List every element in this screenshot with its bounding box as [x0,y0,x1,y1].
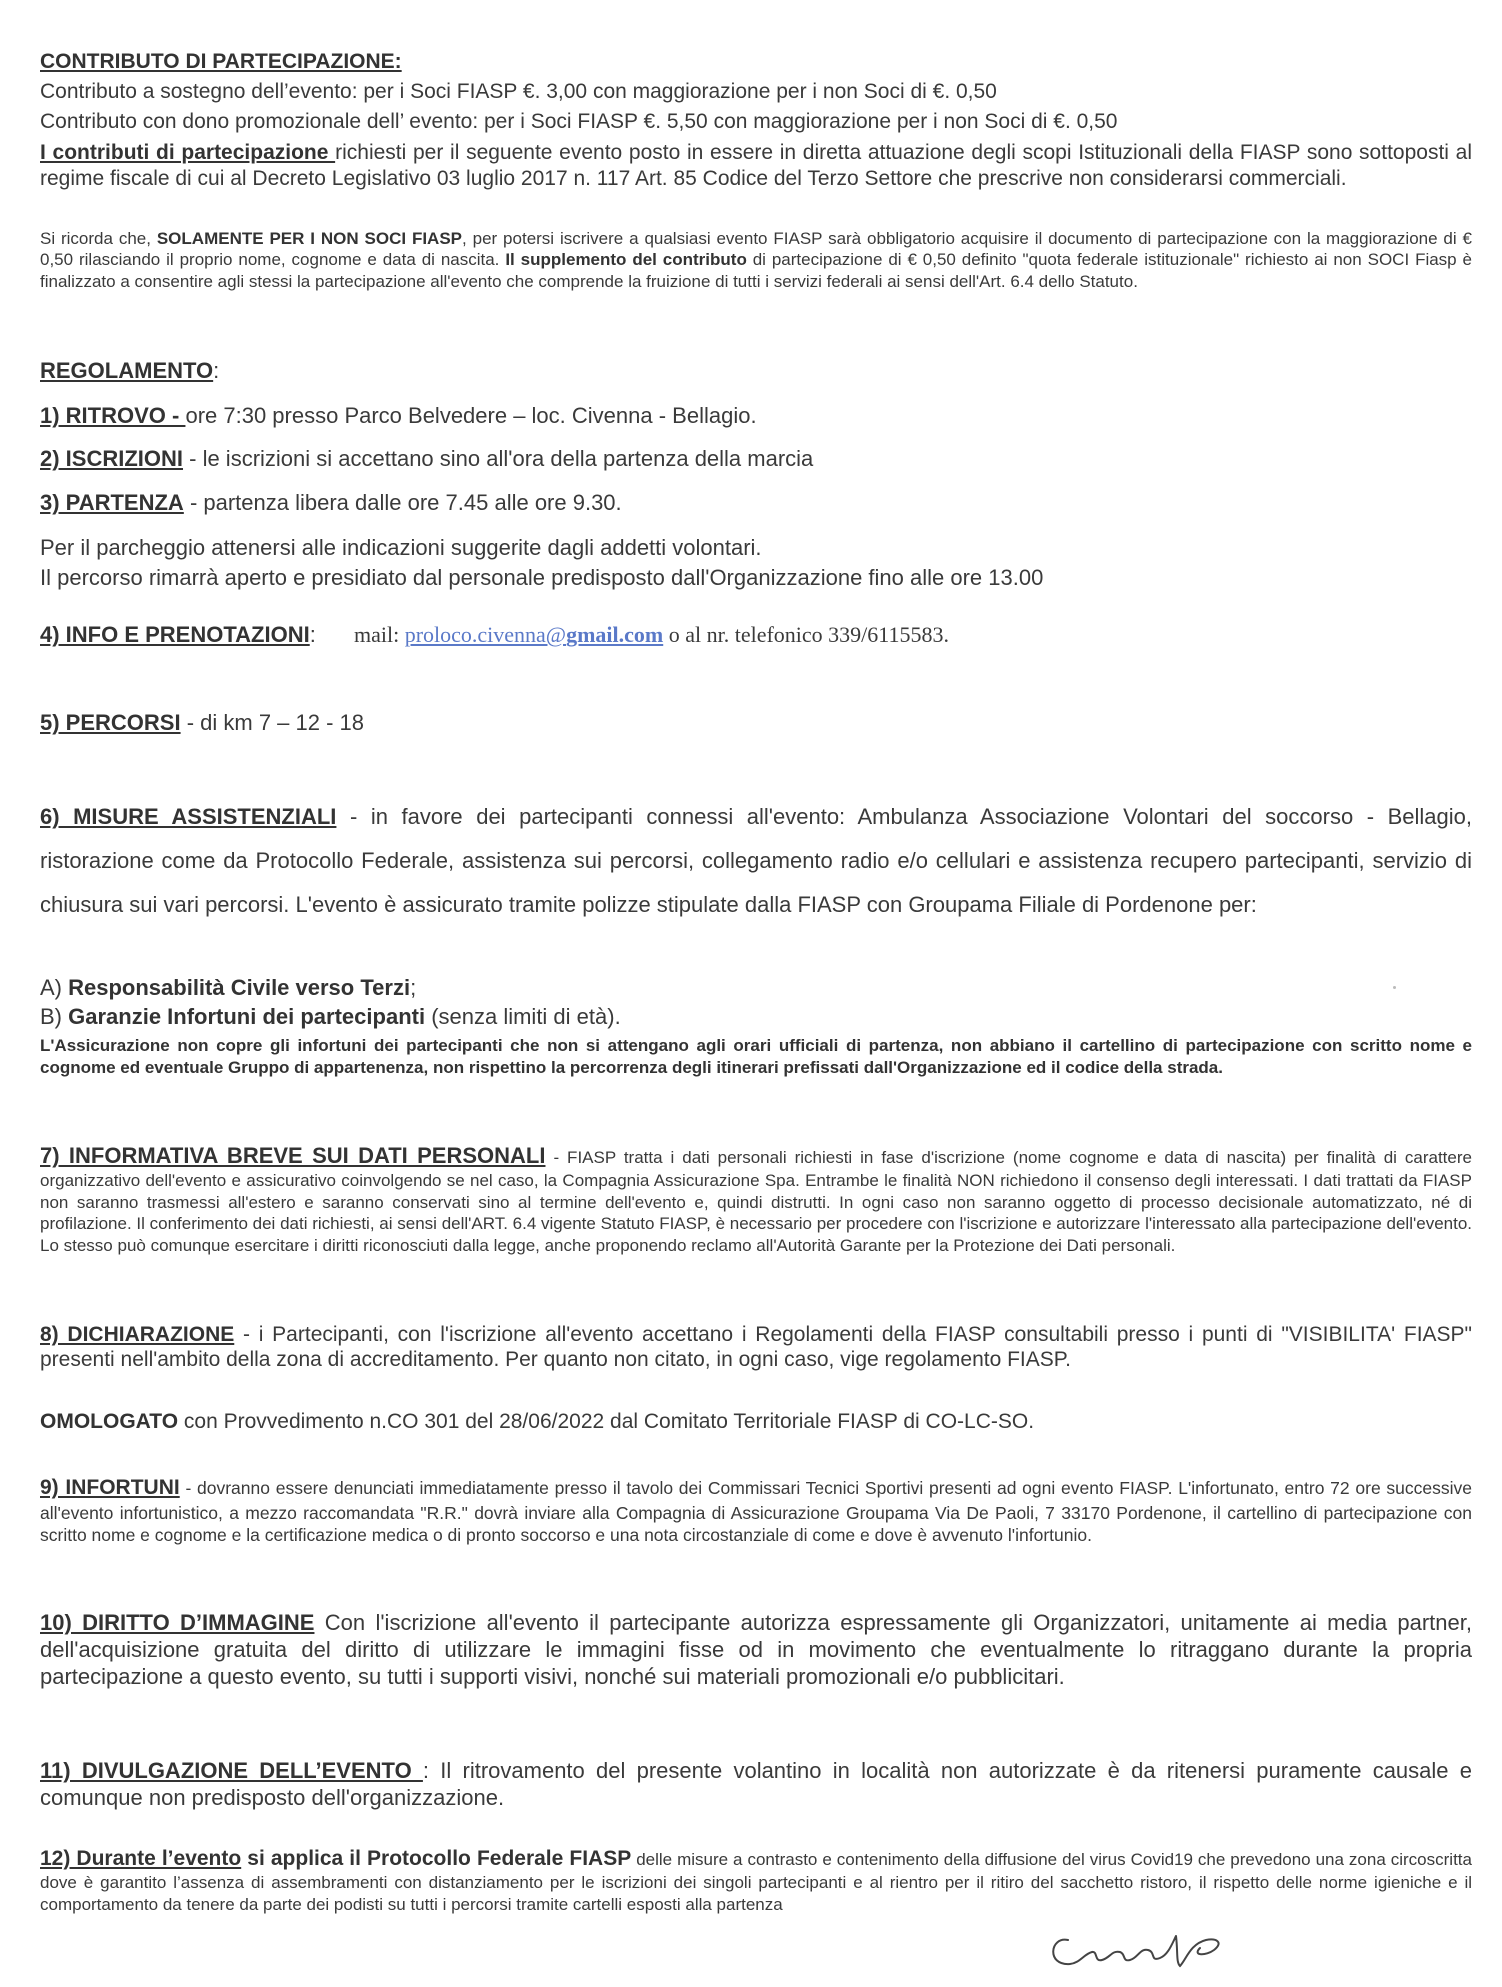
rule-6-b-text: Garanzie Infortuni dei partecipanti [68,1004,426,1029]
rule-6-a-prefix: A) [40,975,69,1000]
rule-5-text: - di km 7 – 12 - 18 [180,710,365,735]
parking-line-2: Il percorso rimarrà aperto e presidiato dal personale predisposto dall'Organizzazione fino alle ore 13.00 [40,565,1044,590]
rule-3-text: - partenza libera dalle ore 7.45 alle ore 9.30. [183,490,622,515]
rule-2 [40,446,1472,472]
note-part-b: SOLAMENTE PER I NON SOCI FIASP [156,229,463,248]
contributo-line-1: Contributo a sostegno dell’evento: per i Soci FIASP €. 3,00 con maggiorazione per i non Soci di €. 0,50 [40,80,997,103]
rule-2-text: - le iscrizioni si accettano sino all'ora della partenza della marcia [183,446,814,471]
omologato-line [40,1410,1472,1435]
note-part-d: Il supplemento del contributo [505,250,747,270]
contributo-line-2: Contributo con dono promozionale dell’ evento: per i Soci FIASP €. 5,50 con maggiorazione per i non Soci di €. 0,50 [40,110,1118,133]
rule-6-a-suffix: ; [410,975,417,1000]
rule-12-bold: si applica il Protocollo Federale FIASP [241,1847,632,1870]
rule-4-mail [354,622,949,647]
rule-4-label: 4) INFO E PRENOTAZIONI [40,622,310,647]
rule-7-text: - FIASP tratta i dati personali richiesti in fase d'iscrizione (nome cognome e data di nascita) per finalità di carattere organizzativo dell'evento e assicurativo coinvolgendo se nel caso, la Compagnia Assicurazione Spa. Entrambe le finalità NON richiedono il consenso degli interessati. I dati trattati da FIASP non saranno trasmessi all'estero e saranno conservati sino al termine dell'evento e, quindi distrutti. In ogni caso non saranno oggetto di processo decisionale automatizzato, né di profilazione. Il conferimento dei dati richiesti, ai sensi dell'ART. 6.4 vigente Statuto FIASP, è necessario per procedere con l'iscrizione e autorizzare l'interessato alla partecipazione dell'evento. Lo stesso può comunque esercitare i diritti riconosciuti dalla legge, anche proponendo reclamo all'Autorità Garante per la Protezione dei Dati personali. [40,1148,1472,1255]
omologato-text: con Provvedimento n.CO 301 del 28/06/2022 dal Comitato Territoriale FIASP di CO-LC-SO. [178,1410,1035,1433]
rule-12-label: 12) Durante l’evento [40,1847,242,1870]
contributo-heading-text: CONTRIBUTO DI PARTECIPAZIONE: [40,50,402,73]
note-part-e: di partecipazione di € 0,50 definito "quota federale istituzionale" richiesto ai non SOCI Fiasp è finalizzato a consentire agli stessi la partecipazione all'evento che comprende la fruizione di tutti i servizi federali ai sensi dell'Art. 6.4 dello Statuto. [40,250,1472,291]
rule-4-colon: : [309,622,316,647]
parking-line-1: Per il parcheggio attenersi alle indicazioni suggerite dagli addetti volontari. [40,535,762,560]
rule-1-label: 1) RITROVO - [40,403,186,428]
rule-9-text: - dovranno essere denunciati immediatamente presso il tavolo dei Commissari Tecnici Sportivi presenti ad ogni evento FIASP. L'infortunato, entro 72 ore successive all'evento infortunistico, a mezzo raccomandata "R.R." dovrà inviare alla Compagnia di Assicurazione Groupama Via De Paoli, 7 33170 Pordenone, il cartellino di partecipazione con scritto nome e cognome e la certificazione medica o di pronto soccorso e una nota circostanziale di come e dove è avvenuto l'infortunio. [40,1478,1472,1546]
regolamento-heading [40,358,1472,384]
contributo-paragraph-rest: richiesti per il seguente evento posto in essere in diretta attuazione degli scopi Istituzionali della FIASP sono sottoposti al regime fiscale di cui al Decreto Legislativo 03 luglio 2017 n. 117 Art. 85 Codice del Terzo Settore che prescrive non considerarsi commerciali. [40,141,1472,190]
rule-5-label: 5) PERCORSI [40,710,181,735]
contributo-note [40,228,1472,292]
rule-6-item-a [40,975,1472,1001]
rule-7-label: 7) INFORMATIVA BREVE SUI DATI PERSONALI [40,1143,546,1168]
contributo-paragraph-lead: I contributi di partecipazione [40,141,336,164]
rule-9 [40,1475,1472,1547]
rule-10 [40,1610,1472,1690]
rule-12 [40,1846,1472,1915]
note-part-a: Si ricorda che, [40,229,157,248]
email-link-user[interactable]: proloco.civenna@ [404,622,567,647]
rule-4 [40,622,1472,648]
contributo-heading [40,50,1472,75]
rule-8-text: - i Partecipanti, con l'iscrizione all'evento accettano i Regolamenti della FIASP consultabili presso i punti di "VISIBILITA' FIASP" presenti nell'ambito della zona di accreditamento. Per quanto non citato, in ogni caso, vige regolamento FIASP. [40,1323,1472,1372]
rule-9-label: 9) INFORTUNI [40,1476,180,1499]
rule-11 [40,1758,1472,1812]
rule-2-label: 2) ISCRIZIONI [40,446,184,471]
email-link-domain[interactable]: gmail.com [566,622,664,647]
rule-6-b-suffix: (senza limiti di età). [425,1004,621,1029]
rule-12-text: delle misure a contrasto e contenimento della diffusione del virus Covid19 che prevedono una zona circoscritta dove è garantito l’assenza di assembramenti con distanziamento per le iscrizioni dei singoli partecipanti e al rientro per il ritiro del sacchetto ristoro, il rispetto delle norme igieniche e il comportamento da tenere da parte dei podisti su tutti i percorsi tramite cartelli esposti alla partenza [40,1850,1472,1914]
signature-scribble [1040,1922,1260,1982]
rule-1-text: ore 7:30 presso Parco Belvedere – loc. Civenna - Bellagio. [185,403,757,428]
rule-5 [40,710,1472,736]
email-link[interactable] [405,622,664,647]
rule-1 [40,403,1472,429]
rule-11-text: : Il ritrovamento del presente volantino in località non autorizzate è da ritenersi puramente causale e comunque non predisposto dell'organizzazione. [40,1758,1472,1810]
rule-8 [40,1322,1472,1372]
rule-6-item-b [40,1004,1472,1030]
rule-6 [40,795,1472,927]
rule-8-label: 8) DICHIARAZIONE [40,1323,235,1346]
rule-3 [40,490,1472,516]
note-part-c: , per potersi iscrivere a qualsiasi evento FIASP sarà obbligatorio acquisire il documento di partecipazione con la maggiorazione di € 0,50 rilasciando il proprio nome, cognome e data di nascita. [40,229,1472,270]
regolamento-heading-text: REGOLAMENTO [40,358,214,383]
rule-4-mail-label: mail: [353,622,405,647]
regolamento-heading-colon: : [213,358,220,383]
rule-10-label: 10) DIRITTO D’IMMAGINE [40,1610,315,1635]
contributo-paragraph [40,140,1472,191]
rule-6-insurance-note: L'Assicurazione non copre gli infortuni dei partecipanti che non si attengano agli orari ufficiali di partenza, non abbiano il cartellino di partecipazione con scritto nome e cognome ed eventuale Gruppo di appartenenza, non rispettino la percorrenza degli itinerari prefissati dall'Organizzazione ed il codice della strada. [40,1036,1472,1077]
rule-7 [40,1142,1472,1256]
rule-4-phone: o al nr. telefonico 339/6115583. [663,622,949,647]
rule-6-b-prefix: B) [40,1004,69,1029]
scan-speck [1393,986,1396,989]
rule-6-label: 6) MISURE ASSISTENZIALI [40,804,337,829]
rule-10-text: Con l'iscrizione all'evento il partecipante autorizza espressamente gli Organizzatori, unitamente ai media partner, dell'acquisizione gratuita del diritto di utilizzare le immagini fisse od in movimento che eventualmente lo ritraggano durante la propria partecipazione a questo evento, su tutti i supporti visivi, nonché sui materiali promozionali e/o pubblicitari. [40,1610,1472,1689]
rule-6-a-text: Responsabilità Civile verso Terzi [68,975,411,1000]
rule-11-label: 11) DIVULGAZIONE DELL’EVENTO [40,1758,423,1783]
omologato-label: OMOLOGATO [40,1410,179,1433]
rule-6-text: - in favore dei partecipanti connessi all'evento: Ambulanza Associazione Volontari del soccorso - Bellagio, ristorazione come da Protocollo Federale, assistenza sui percorsi, collegamento radio e/o cellulari e assistenza recupero partecipanti, servizio di chiusura sui vari percorsi. L'evento è assicurato tramite polizze stipulate dalla FIASP con Groupama Filiale di Pordenone per: [40,804,1472,917]
rule-3-label: 3) PARTENZA [40,490,184,515]
